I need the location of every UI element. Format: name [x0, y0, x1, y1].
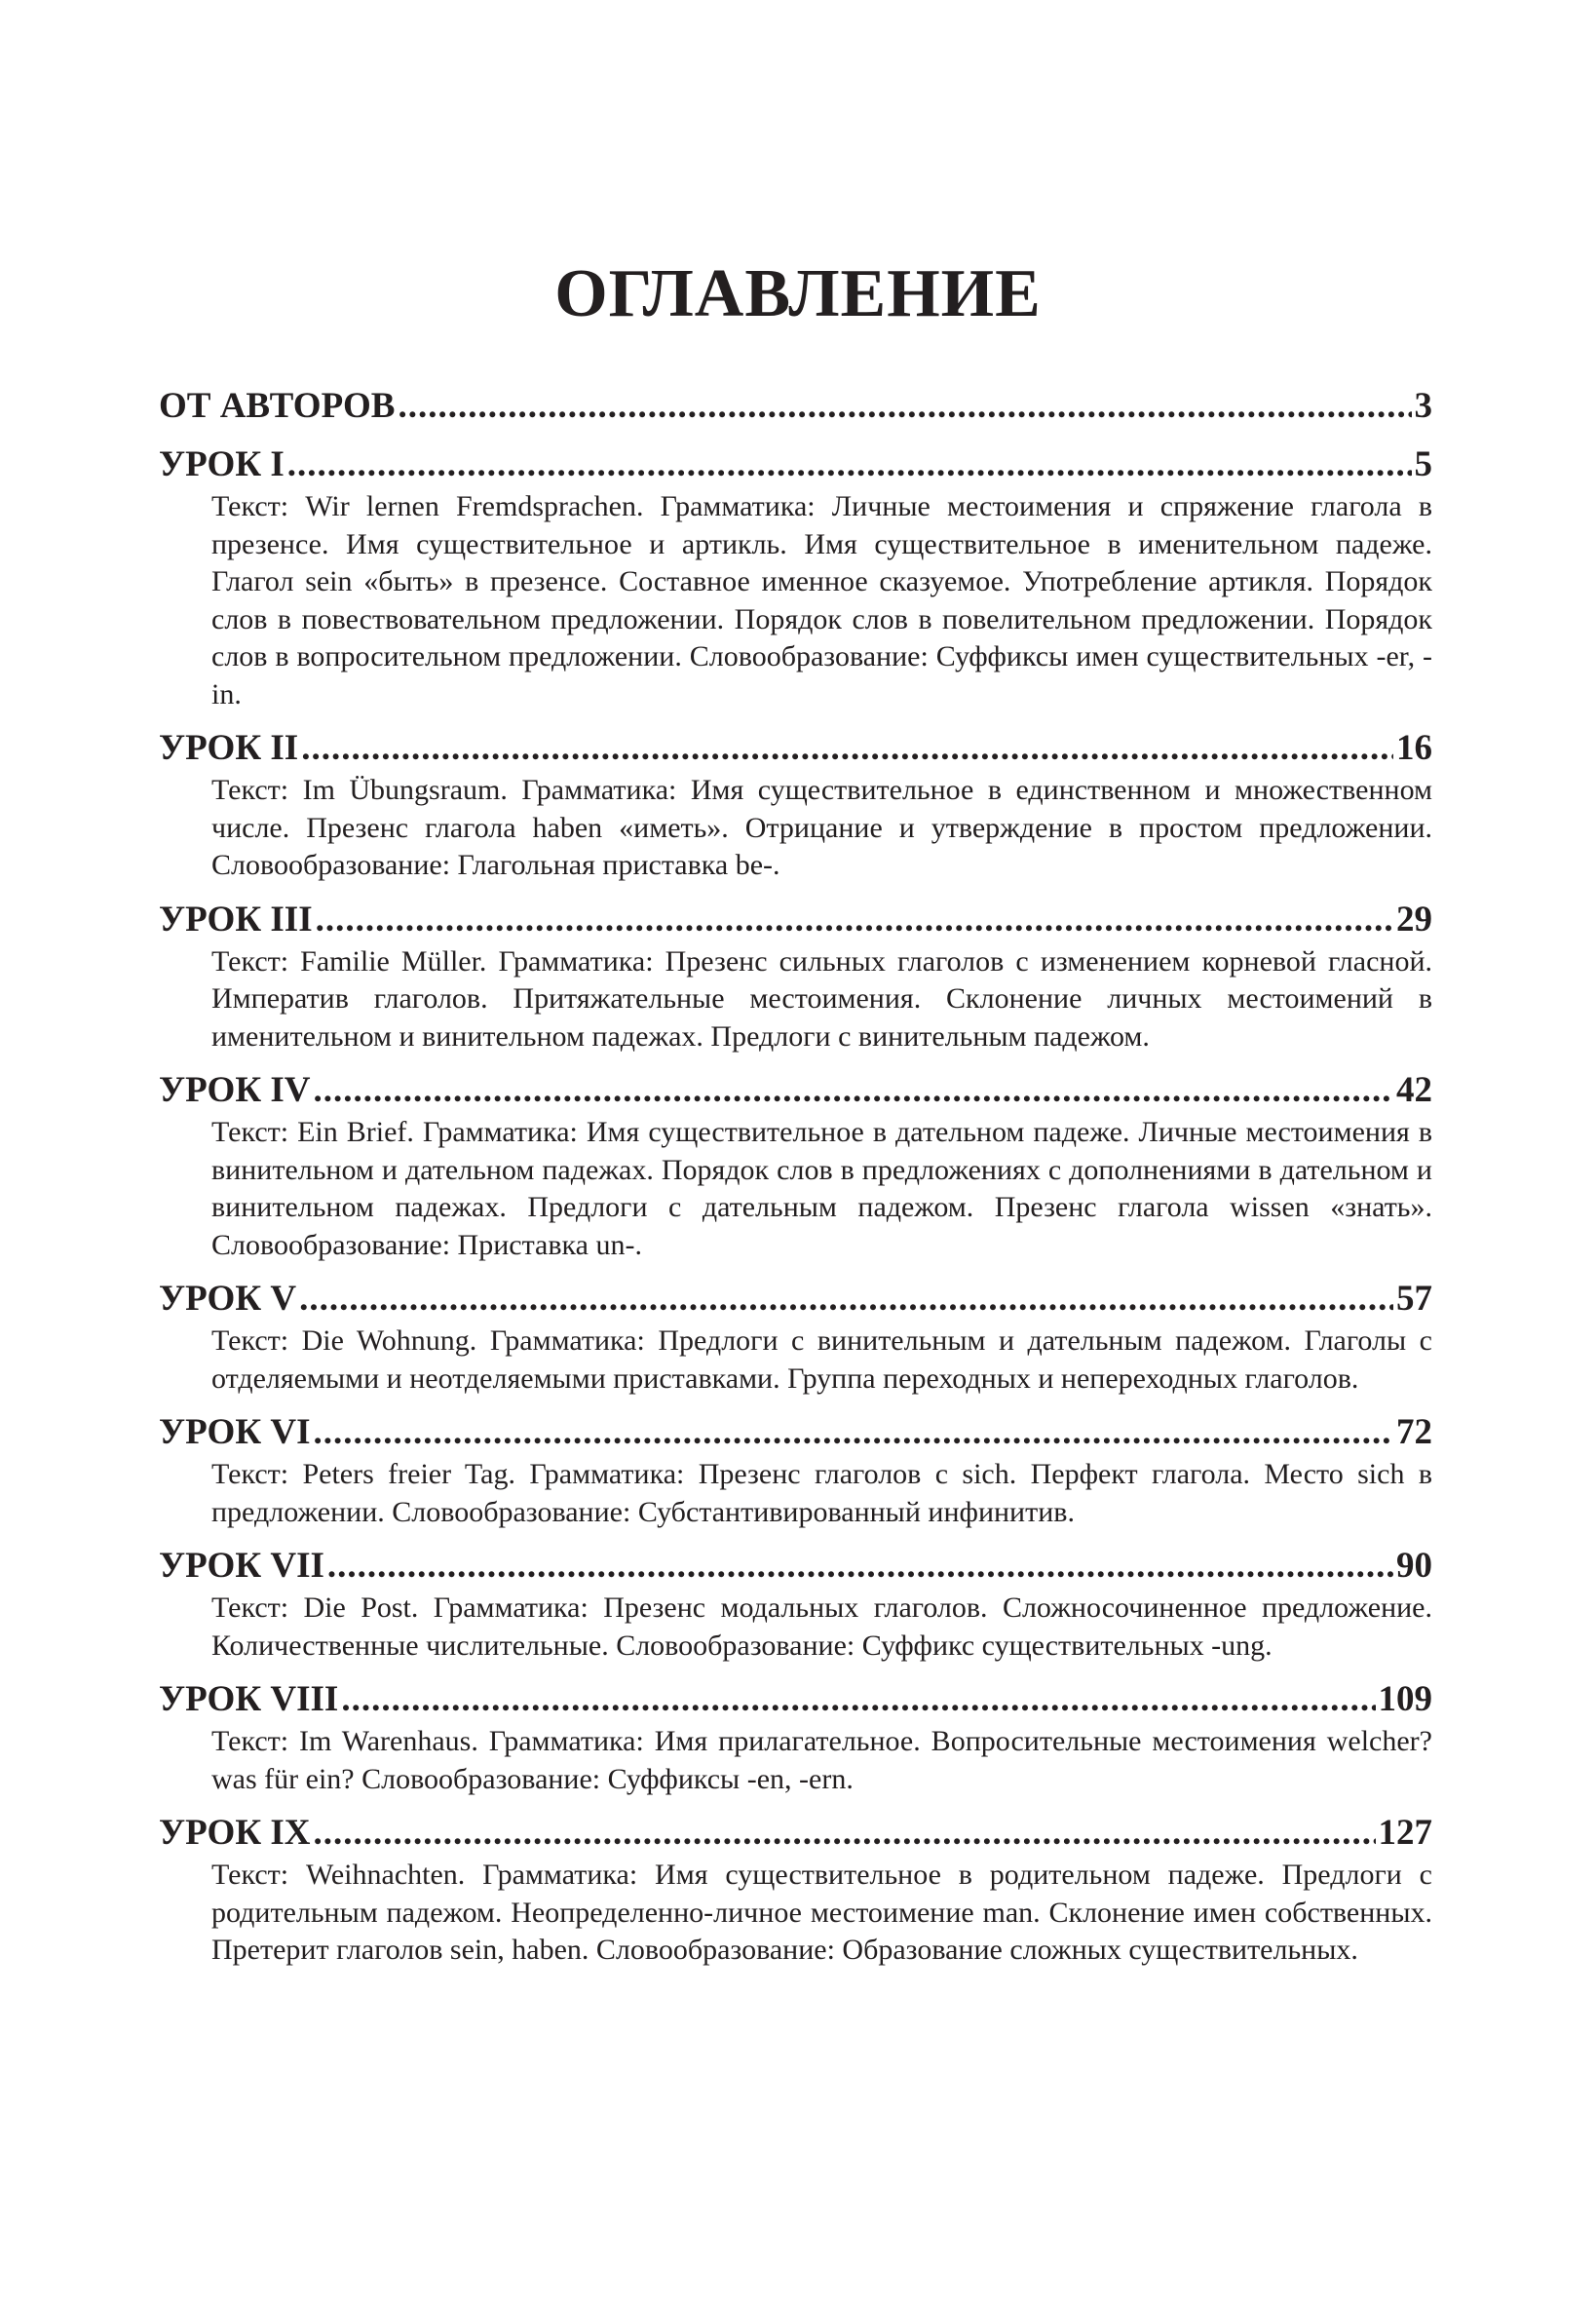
toc-entry-lesson-4[interactable]: [159, 1067, 1432, 1264]
toc-entry-heading: [159, 383, 1432, 430]
toc-entry-description: Текст: Die Post. Грамматика: Презенс модальных глаголов. Сложносочиненное предложение. Количественные числительные. Словообразование: Суффикс существительных -ung.: [211, 1592, 1432, 1662]
toc-entry-lesson-3[interactable]: [159, 897, 1432, 1056]
toc-entry-heading: [159, 441, 1432, 488]
toc-entry-title: УРОК VI: [159, 1412, 311, 1452]
toc-entry-page-number: 72: [1396, 1412, 1432, 1452]
dot-leader: [314, 1810, 1376, 1857]
toc-entry-lesson-2[interactable]: [159, 725, 1432, 885]
toc-entry-lesson-7[interactable]: [159, 1543, 1432, 1665]
toc-entry-page-number: 42: [1396, 1070, 1432, 1110]
dot-leader: [314, 1067, 1393, 1114]
toc-entry-title: УРОК I: [159, 444, 285, 484]
toc-entry-lesson-9[interactable]: [159, 1810, 1432, 1970]
toc-entry-description: Текст: Familie Müller. Грамматика: Презенс сильных глаголов с изменением корневой гласной. Императив глаголов. Притяжательные местоимения. Склонение личных местоимений в именительном и винительном падежах. Предлоги с винительным падежом.: [211, 944, 1432, 1053]
toc-entry-description: Текст: Peters freier Tag. Грамматика: Презенс глаголов с sich. Перфект глагола. Место sich в предложении. Словообразование: Субстантивированный инфинитив.: [211, 1458, 1432, 1528]
toc-entry-page-number: 127: [1378, 1813, 1432, 1853]
dot-leader: [341, 1676, 1375, 1723]
toc-entry-heading: [159, 1409, 1432, 1456]
toc-entry-description: Текст: Ein Brief. Грамматика: Имя существительное в дательном падеже. Личные местоимения в винительном и дательном падежах. Порядок слов в предложениях с дополнениями в дательном и винительном падежах. Предлоги с дательным падежом. Презенс глагола wissen «знать». Словообразование: Приставка un-.: [211, 1116, 1432, 1261]
toc-entry-title: УРОК III: [159, 899, 313, 940]
toc-entry-heading: [159, 1810, 1432, 1857]
toc-entry-page-number: 3: [1414, 386, 1432, 426]
toc-entry-description: Текст: Die Wohnung. Грамматика: Предлоги с винительным и дательным падежом. Глаголы с отделяемыми и неотделяемыми приставками. Группа переходных и непереходных глаголов.: [211, 1324, 1432, 1395]
table-of-contents: [159, 383, 1432, 1981]
toc-entry-heading: [159, 725, 1432, 772]
dot-leader: [398, 383, 1411, 430]
toc-entry-lesson-8[interactable]: [159, 1676, 1432, 1798]
dot-leader: [314, 1409, 1393, 1456]
toc-entry-title: УРОК VII: [159, 1546, 324, 1586]
dot-leader: [316, 897, 1393, 943]
page-title: ОГЛАВЛЕНИЕ: [554, 255, 1042, 331]
toc-entry-page-number: 109: [1378, 1679, 1432, 1719]
toc-entry-description: Текст: Wir lernen Fremdsprachen. Грамматика: Личные местоимения и спряжение глагола в презенсе. Имя существительное и артикль. Имя существительное в именительном падеже. Глагол sein «быть» в презенсе. Составное именное сказуемое. Употребление артикля. Порядок слов в повествовательном предложении. Порядок слов в повелительном предложении. Порядок слов в вопросительном предложении. Словообразование: Суффиксы имен существительных -er, -in.: [211, 490, 1432, 710]
toc-entry-authors[interactable]: [159, 383, 1432, 430]
toc-entry-title: УРОК II: [159, 728, 299, 768]
toc-entry-page-number: 90: [1396, 1546, 1432, 1586]
dot-leader: [327, 1543, 1393, 1590]
dot-leader: [287, 441, 1412, 488]
toc-entry-heading: [159, 897, 1432, 943]
toc-entry-lesson-5[interactable]: [159, 1276, 1432, 1398]
toc-entry-title: ОТ АВТОРОВ: [159, 386, 396, 426]
toc-entry-description: Текст: Weihnachten. Грамматика: Имя существительное в родительном падеже. Предлоги с родительным падежом. Неопределенно-личное местоимение man. Склонение имен собственных. Претерит глаголов sein, haben. Словообразование: Образование сложных существительных.: [211, 1859, 1432, 1966]
toc-entry-description: Текст: Im Übungsraum. Грамматика: Имя существительное в единственном и множественном числе. Презенс глагола haben «иметь». Отрицание и утверждение в простом предложении. Словообразование: Глагольная приставка be-.: [211, 774, 1432, 881]
toc-entry-page-number: 16: [1396, 728, 1432, 768]
toc-entry-heading: [159, 1276, 1432, 1323]
dot-leader: [301, 725, 1393, 772]
toc-entry-description: Текст: Im Warenhaus. Грамматика: Имя прилагательное. Вопросительные местоимения welcher? was für ein? Словообразование: Суффиксы -en, -ern.: [211, 1725, 1432, 1795]
toc-entry-page-number: 57: [1396, 1279, 1432, 1319]
toc-entry-lesson-1[interactable]: [159, 441, 1432, 713]
toc-entry-lesson-6[interactable]: [159, 1409, 1432, 1531]
toc-entry-title: УРОК V: [159, 1279, 297, 1319]
toc-entry-page-number: 5: [1414, 444, 1432, 484]
toc-entry-heading: [159, 1543, 1432, 1590]
toc-entry-title: УРОК VIII: [159, 1679, 339, 1719]
toc-entry-heading: [159, 1676, 1432, 1723]
toc-entry-title: УРОК IX: [159, 1813, 311, 1853]
toc-entry-title: УРОК IV: [159, 1070, 311, 1110]
dot-leader: [299, 1276, 1393, 1323]
toc-entry-heading: [159, 1067, 1432, 1114]
toc-entry-page-number: 29: [1396, 899, 1432, 940]
